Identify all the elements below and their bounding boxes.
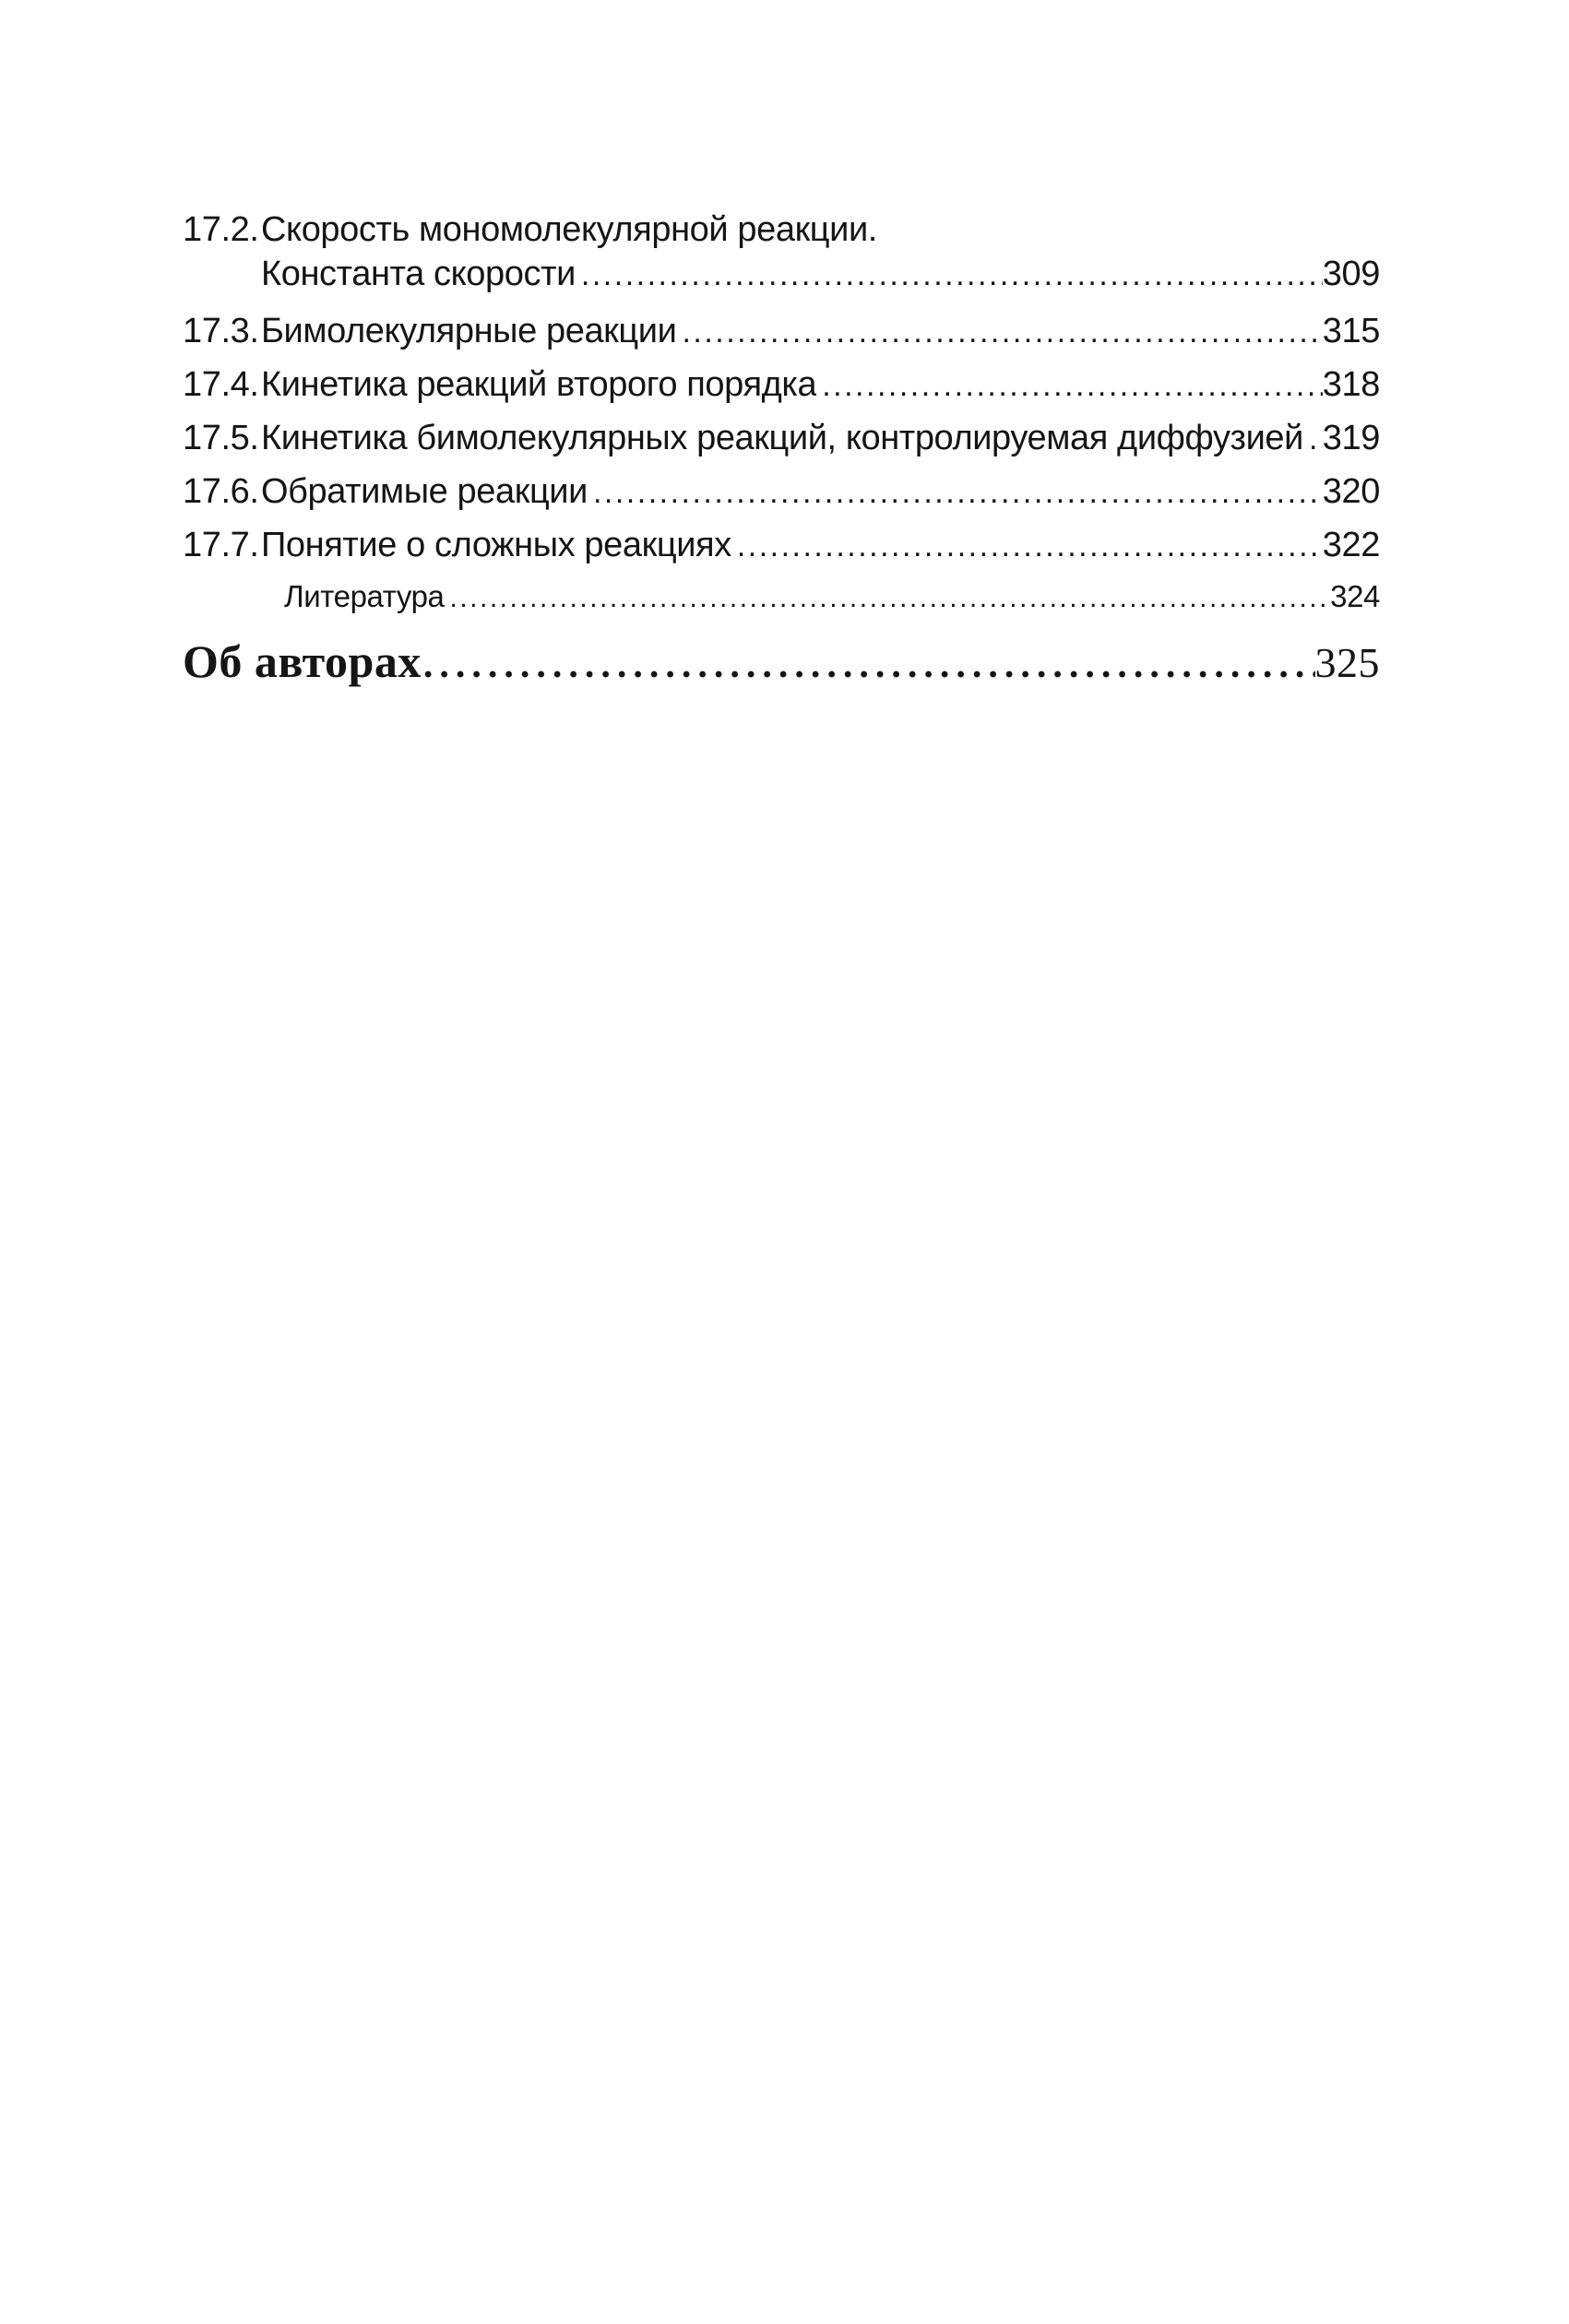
- toc-entry-page: 320: [1322, 472, 1380, 511]
- toc-entry-number: 17.4.: [183, 365, 259, 404]
- dot-leader: [445, 578, 1331, 619]
- toc-entry: [183, 362, 1380, 408]
- toc-entry: [183, 208, 1380, 252]
- toc-entry-title: Константа скорости: [261, 255, 576, 293]
- dot-leader: [816, 363, 1323, 408]
- toc-entry-continuation: [183, 252, 1380, 297]
- toc-entry-literature: [183, 576, 1380, 619]
- toc-entry-number: 17.6.: [183, 472, 259, 511]
- table-of-contents: [183, 208, 1380, 692]
- toc-entry-number: 17.7.: [183, 526, 259, 564]
- dot-leader: [576, 253, 1323, 297]
- toc-entry: [183, 309, 1380, 354]
- toc-entry-page: 322: [1322, 526, 1380, 564]
- toc-entry-title: Скорость мономолекулярной реакции.: [261, 210, 877, 249]
- toc-entry-page: 324: [1330, 579, 1380, 613]
- toc-entry-number: 17.2.: [183, 210, 259, 249]
- toc-entry-page: 325: [1314, 639, 1380, 686]
- dot-leader: [422, 638, 1315, 692]
- toc-entry-number: 17.3.: [183, 312, 259, 350]
- toc-entry: [183, 523, 1380, 568]
- toc-entry-title: Об авторах: [183, 635, 422, 687]
- toc-entry: [183, 469, 1380, 515]
- toc-entry-title: Кинетика реакций второго порядка: [261, 365, 817, 404]
- toc-entry-page: 318: [1322, 365, 1380, 404]
- dot-leader: [588, 470, 1323, 515]
- toc-entry-number: 17.5.: [183, 419, 259, 457]
- toc-entry-authors: [183, 634, 1380, 692]
- toc-entry-page: 319: [1322, 419, 1380, 457]
- toc-entry-page: 315: [1322, 312, 1380, 350]
- toc-entry-page: 309: [1322, 255, 1380, 293]
- dot-leader: [676, 310, 1322, 354]
- toc-entry-title: Кинетика бимолекулярных реакций, контролируемая диффузией: [261, 419, 1303, 457]
- toc-entry-title: Бимолекулярные реакции: [261, 312, 677, 350]
- toc-entry-title: Понятие о сложных реакциях: [261, 526, 731, 564]
- toc-entry-title: Обратимые реакции: [261, 472, 588, 511]
- dot-leader: [731, 524, 1323, 568]
- dot-leader: [1303, 417, 1323, 461]
- toc-entry: [183, 416, 1380, 461]
- toc-entry-title: Литература: [284, 579, 445, 613]
